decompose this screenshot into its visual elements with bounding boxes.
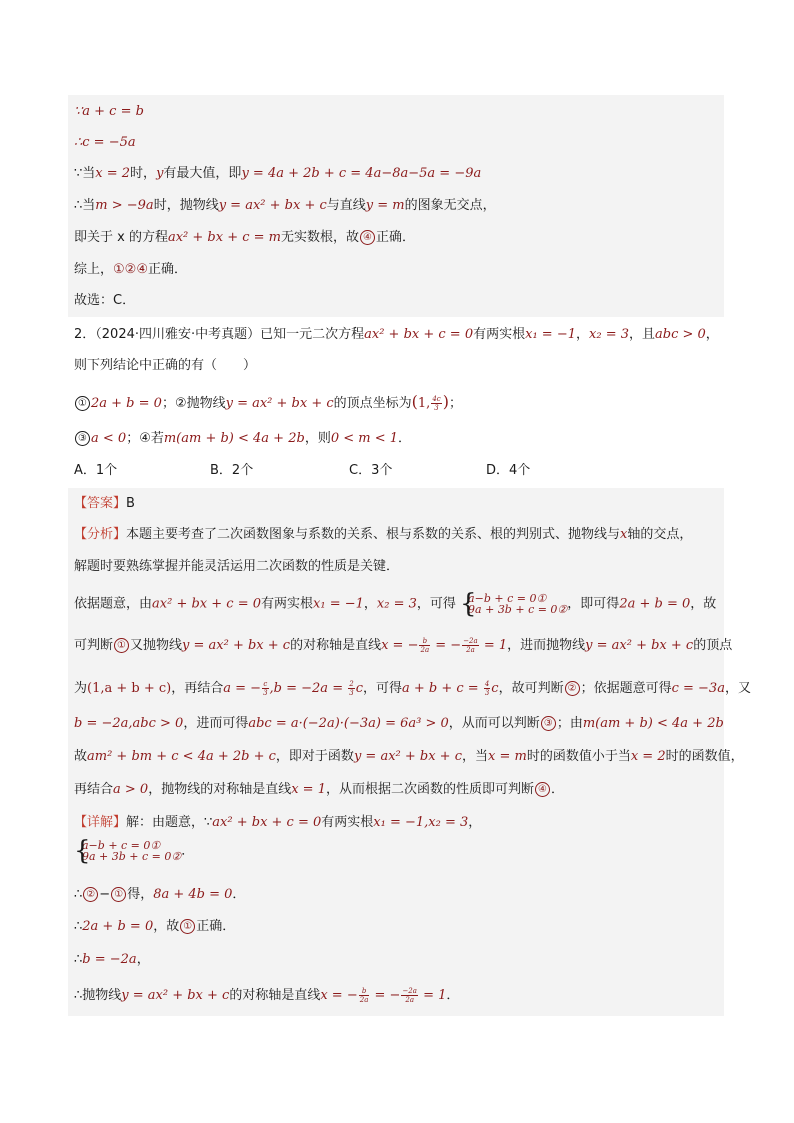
- question-statements-1-2: ① 2a + b = 0；②抛物线y = ax² + bx + c的顶点坐标为(1, $\frac{4c}{3}$ )；: [74, 392, 462, 414]
- question-stem-line-1: 2．（2024·四川雅安·中考真题）已知一元二次方程ax² + bx + c = 0有两实根x₁ = −1，x₂ = 3，且abc > 0，: [74, 327, 719, 342]
- step-line-7: 故选：C．: [74, 293, 136, 308]
- answer-line: 【答案】B: [74, 496, 135, 511]
- step-line-3: ∵当x = 2时，y有最大值，即y = 4a + 2b + c = 4a−8a−5a = −9a: [74, 166, 482, 181]
- detail-line-6: ∴抛物线y = ax² + bx + c的对称轴是直线x = − $\frac{b}{2a}$ = − $\frac{-2a}{2a}$ = 1．: [74, 987, 460, 1004]
- analysis-line-4: 可判断 ① 又抛物线y = ax² + bx + c的对称轴是直线x = − $\frac{b}{2a}$ = − $\frac{-2a}{2a}$ = 1，进而抛物线y = ax² + bx + c的顶点: [74, 637, 733, 654]
- analysis-line-3: 依据题意，由ax² + bx + c = 0有两实根x₁ = −1，x₂ = 3，可得 { a−b + c = 0① 9a + 3b + c = 0② ，即可得2a + b = 0，故: [74, 589, 717, 619]
- detail-line-4: ∴2a + b = 0，故 ① 正确．: [74, 919, 236, 934]
- step-line-5: 即关于 x 的方程ax² + bx + c = m无实数根，故 ④ 正确．: [74, 230, 416, 245]
- question-statements-3-4: ③ a < 0；④若m(am + b) < 4a + 2b，则0 < m < 1．: [74, 429, 411, 449]
- detail-line-3: ∴ ② − ① 得，8a + 4b = 0．: [74, 887, 246, 902]
- equation-system: { a−b + c = 0① 9a + 3b + c = 0②: [460, 589, 568, 619]
- question-stem-line-2: 则下列结论中正确的有（ ）: [74, 358, 257, 373]
- option-b[interactable]: B．2个: [210, 463, 254, 478]
- analysis-line-5: 为(1,a + b + c)，再结合a = − $\frac{c}{3}$ ,b = −2a = $\frac{2}{3}$ c，可得a + b + c = $\frac{4}{3}$ c，故可判断 ② ；依据题意可得c = −3a，又: [74, 680, 751, 697]
- analysis-line-1: 【分析】本题主要考查了二次函数图象与系数的关系、根与系数的关系、根的判别式、抛物线与x轴的交点，: [74, 527, 693, 542]
- analysis-line-6: b = −2a,abc > 0，进而可得abc = a·(−2a)·(−3a) = 6a³ > 0，从而可以判断 ③ ；由m(am + b) < 4a + 2b: [74, 716, 724, 731]
- detail-line-5: ∴b = −2a，: [74, 952, 150, 967]
- detail-system: { a−b + c = 0① 9a + 3b + c = 0② ．: [74, 836, 195, 866]
- step-line-2: ∴c = −5a: [74, 135, 136, 150]
- step-line-1: ∵a + c = b: [74, 104, 144, 119]
- step-line-4: ∴当m > −9a时，抛物线y = ax² + bx + c与直线y = m的图象无交点，: [74, 198, 496, 213]
- analysis-line-7: 故am² + bm + c < 4a + 2b + c，即对于函数y = ax² + bx + c，当x = m时的函数值小于当x = 2时的函数值，: [74, 749, 744, 764]
- detail-line-1: 【详解】解：由题意，∵ax² + bx + c = 0有两实根x₁ = −1,x₂ = 3，: [74, 815, 482, 830]
- option-a[interactable]: A．1个: [74, 463, 118, 478]
- option-c[interactable]: C．3个: [349, 463, 393, 478]
- option-d[interactable]: D．4个: [486, 463, 531, 478]
- step-line-6: 综上，①②④正确．: [74, 262, 187, 277]
- analysis-line-2: 解题时要熟练掌握并能灵活运用二次函数的性质是关键．: [74, 559, 400, 574]
- analysis-line-8: 再结合a > 0，抛物线的对称轴是直线x = 1，从而根据二次函数的性质即可判断 ④ ．: [74, 782, 565, 797]
